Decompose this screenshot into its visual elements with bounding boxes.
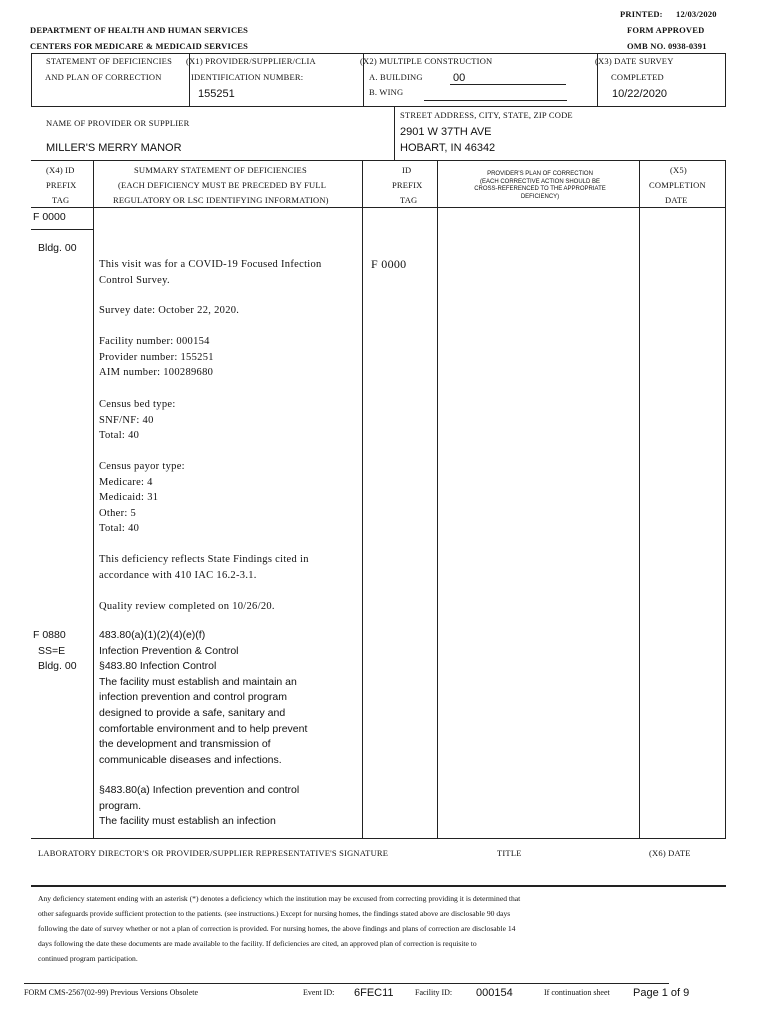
provider-id-value: 155251 xyxy=(198,88,235,100)
plan-header-4: DEFICIENCY) xyxy=(520,193,560,200)
page-number: Page 1 of 9 xyxy=(633,987,690,999)
address-line-2: HOBART, IN 46342 xyxy=(400,142,496,154)
rule xyxy=(31,229,93,230)
regulation-a-block xyxy=(99,783,299,830)
x3-label-2: COMPLETED xyxy=(611,72,664,82)
disclaimer-line-5: continued program participation. xyxy=(38,954,138,963)
rule xyxy=(31,885,726,887)
event-id-label: Event ID: xyxy=(303,988,335,997)
census-payor-title: Census payor type: xyxy=(99,461,185,472)
census-bed-snf: SNF/NF: 40 xyxy=(99,414,154,426)
id-header-3: TAG xyxy=(400,195,418,205)
id-header-2: PREFIX xyxy=(392,180,423,190)
tag-f0000: F 0000 xyxy=(33,211,66,223)
census-payor-medicaid: Medicaid: 31 xyxy=(99,492,159,504)
reg-line-3: §483.80 Infection Control xyxy=(99,660,217,673)
rule xyxy=(31,106,726,107)
reg-line-2: Infection Prevention & Control xyxy=(99,644,239,657)
rule xyxy=(362,160,363,839)
rule xyxy=(31,53,32,106)
department-title: DEPARTMENT OF HEALTH AND HUMAN SERVICES xyxy=(30,25,249,35)
event-id-value: 6FEC11 xyxy=(354,987,394,999)
x4-header-3: TAG xyxy=(52,195,70,205)
provider-name-label: NAME OF PROVIDER OR SUPPLIER xyxy=(46,118,190,128)
rule xyxy=(31,53,726,54)
f0880-tags xyxy=(33,628,77,675)
disclaimer xyxy=(38,894,520,964)
disclaimer-line-1: Any deficiency statement ending with an asterisk (*) denotes a deficiency which the institution may be excused from correcting providing it is determined that xyxy=(38,894,521,903)
reg-line-4: The facility must establish and maintain an xyxy=(99,675,297,688)
disclaimer-line-3: following the date of survey whether or not a plan of correction is provided. For nursing homes, the above findings and plans of correction are disclosable 14 xyxy=(38,924,516,933)
disclaimer-line-4: days following the date these documents are made available to the facility. If deficiencies are cited, an approved plan of correction is requisite to xyxy=(38,939,477,948)
rule xyxy=(725,53,726,106)
summary-header-2: (EACH DEFICIENCY MUST BE PRECEDED BY FULL xyxy=(118,180,327,190)
rule xyxy=(437,160,438,839)
id-header: ID xyxy=(402,165,412,175)
rule xyxy=(93,160,94,839)
reg-line-8: the development and transmission of xyxy=(99,738,271,751)
reg-line-6: designed to provide a safe, sanitary and xyxy=(99,706,286,719)
summary-text-1 xyxy=(99,257,322,288)
rule xyxy=(31,838,726,839)
reg-line-1: 483.80(a)(1)(2)(4)(e)(f) xyxy=(99,629,206,641)
building-label: A. BUILDING xyxy=(369,72,423,82)
rule xyxy=(450,84,566,85)
rule xyxy=(424,100,567,101)
centers-title: CENTERS FOR MEDICARE & MEDICAID SERVICES xyxy=(30,41,249,51)
x5-header-2: COMPLETION xyxy=(649,180,706,190)
x6-date-label: (X6) DATE xyxy=(649,848,691,858)
title-label: TITLE xyxy=(497,848,522,858)
x2-label: (X2) MULTIPLE CONSTRUCTION xyxy=(360,56,493,66)
form-number: FORM CMS-2567(02-99) Previous Versions Obsolete xyxy=(24,988,199,997)
omb-number: OMB NO. 0938-0391 xyxy=(627,41,707,51)
reg-line-7: comfortable environment and to help prevent xyxy=(99,722,308,735)
printed-label: PRINTED: xyxy=(620,9,663,19)
plan-header-2: (EACH CORRECTIVE ACTION SHOULD BE xyxy=(479,178,601,185)
form-approved: FORM APPROVED xyxy=(627,25,705,35)
statement-label-2: AND PLAN OF CORRECTION xyxy=(45,72,162,82)
visit-line-2: Control Survey. xyxy=(99,274,170,286)
address-line-1: 2901 W 37TH AVE xyxy=(400,126,492,138)
state-findings-line-1: This deficiency reflects State Findings cited in xyxy=(99,554,309,565)
disclaimer-line-2: other safeguards provide sufficient protection to the patients. (see instructions.) Except for nursing homes, the findings stated above are disclosable 90 days xyxy=(38,909,511,918)
x1-label-2: IDENTIFICATION NUMBER: xyxy=(191,72,304,82)
plan-header xyxy=(442,171,638,201)
x3-label: (X3) DATE SURVEY xyxy=(595,56,674,66)
reg-a-line-1: §483.80(a) Infection prevention and control xyxy=(99,784,300,796)
census-payor-other: Other: 5 xyxy=(99,507,137,519)
signature-label: LABORATORY DIRECTOR'S OR PROVIDER/SUPPLIER REPRESENTATIVE'S SIGNATURE xyxy=(38,848,389,858)
census-bed-total: Total: 40 xyxy=(99,430,140,442)
rule xyxy=(31,160,726,161)
survey-date-value: 10/22/2020 xyxy=(612,88,668,100)
census-payor-medicare: Medicare: 4 xyxy=(99,476,153,488)
quality-review: Quality review completed on 10/26/20. xyxy=(99,601,275,612)
provider-name-value: MILLER'S MERRY MANOR xyxy=(46,142,182,154)
x4-header: (X4) ID xyxy=(46,165,75,175)
state-findings-block xyxy=(99,552,309,583)
facility-number: Facility number: 000154 xyxy=(99,336,210,347)
reg-a-line-3: The facility must establish an infection xyxy=(99,815,276,828)
reg-line-5: infection prevention and control program xyxy=(99,691,287,704)
visit-line-1: This visit was for a COVID-19 Focused Infection xyxy=(99,259,322,270)
census-bed-title: Census bed type: xyxy=(99,399,176,410)
regulation-block xyxy=(99,628,307,768)
summary-header-3: REGULATORY OR LSC IDENTIFYING INFORMATION) xyxy=(113,195,329,205)
printed-date: 12/03/2020 xyxy=(676,9,717,19)
rule xyxy=(394,106,395,160)
summary-header: SUMMARY STATEMENT OF DEFICIENCIES xyxy=(134,165,307,175)
rule xyxy=(31,207,726,208)
census-payor-block xyxy=(99,459,185,537)
x5-header: (X5) xyxy=(670,165,687,175)
x5-header-3: DATE xyxy=(665,195,688,205)
state-findings-line-2: accordance with 410 IAC 16.2-3.1. xyxy=(99,569,257,581)
tag-ss-e: SS=E xyxy=(38,644,66,657)
wing-label: B. WING xyxy=(369,87,404,97)
aim-number: AIM number: 100289680 xyxy=(99,367,214,379)
facility-id-label: Facility ID: xyxy=(415,988,453,997)
building-value: 00 xyxy=(453,72,466,84)
bldg-00: Bldg. 00 xyxy=(38,242,77,254)
rule xyxy=(725,160,726,839)
reg-line-9: communicable diseases and infections. xyxy=(99,753,282,766)
reg-a-line-2: program. xyxy=(99,799,142,812)
continuation-label: If continuation sheet xyxy=(544,988,610,997)
survey-date-text: Survey date: October 22, 2020. xyxy=(99,305,240,316)
provider-number: Provider number: 155251 xyxy=(99,351,214,363)
facility-block xyxy=(99,334,214,381)
plan-header-1: PROVIDER'S PLAN OF CORRECTION xyxy=(487,171,593,177)
facility-id-value: 000154 xyxy=(476,987,513,999)
x4-header-2: PREFIX xyxy=(46,180,77,190)
census-payor-total: Total: 40 xyxy=(99,523,140,535)
address-label: STREET ADDRESS, CITY, STATE, ZIP CODE xyxy=(400,110,573,120)
statement-label: STATEMENT OF DEFICIENCIES xyxy=(46,56,173,66)
plan-header-3: CROSS-REFERENCED TO THE APPROPRIATE xyxy=(474,186,606,192)
rule xyxy=(24,983,669,984)
tag-f0880: F 0880 xyxy=(33,629,66,641)
x1-label: (X1) PROVIDER/SUPPLIER/CLIA xyxy=(186,56,316,66)
rule xyxy=(639,160,640,839)
census-bed-block xyxy=(99,397,176,444)
tag-bldg-00: Bldg. 00 xyxy=(38,660,77,673)
right-tag-f0000: F 0000 xyxy=(371,257,407,271)
